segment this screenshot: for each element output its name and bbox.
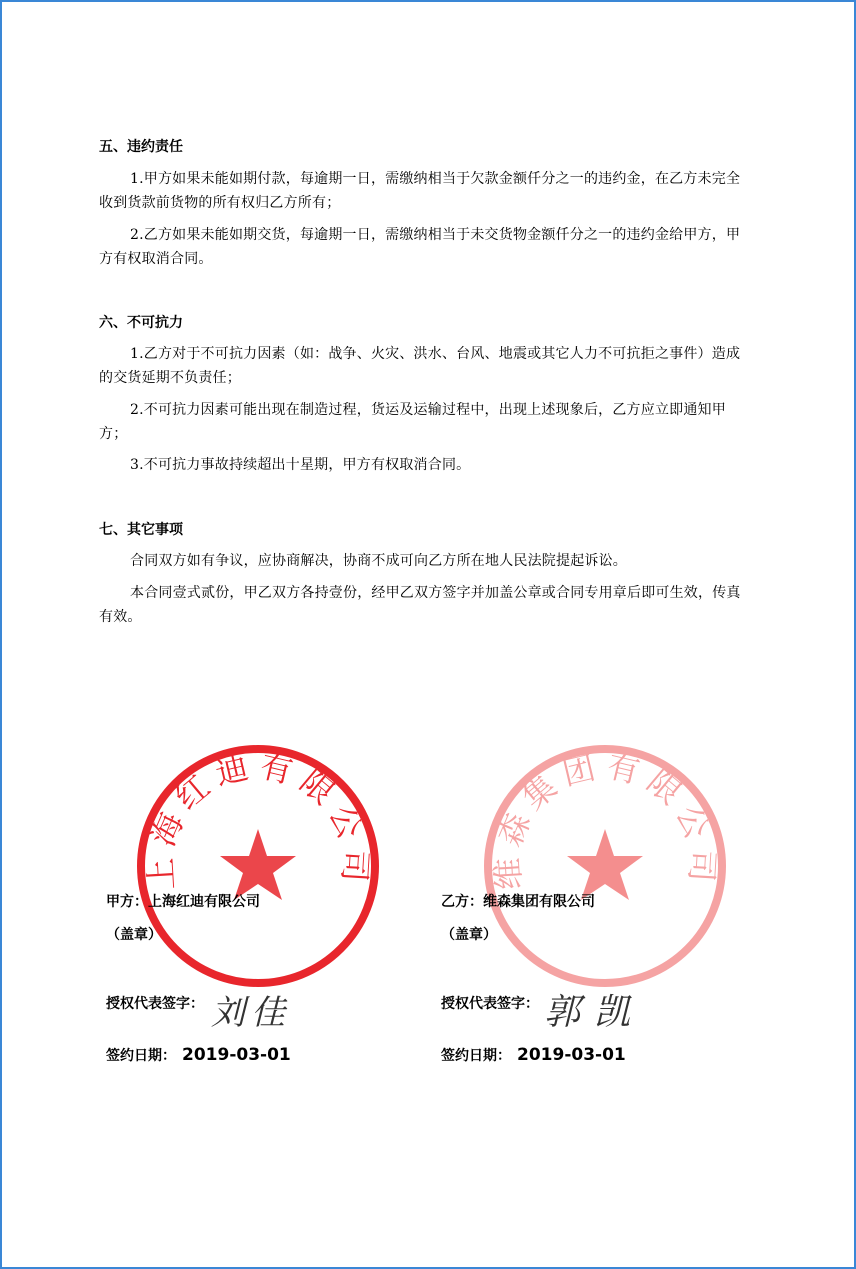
seal-party-a: [135, 743, 381, 989]
party-a-date-label: 签约日期：: [106, 1048, 176, 1064]
seal-party-b: [482, 743, 728, 989]
paragraph-force-majeure-1: 1.乙方对于不可抗力因素（如：战争、火灾、洪水、台风、地震或其它人力不可抗拒之事件）造成的交货延期不负责任；: [99, 346, 741, 386]
party-b-rep-label: 授权代表签字：: [441, 996, 539, 1012]
section-title-force-majeure: 六、不可抗力: [99, 315, 183, 331]
party-a-stamp-note: （盖章）: [106, 927, 162, 943]
paragraph-force-majeure-3: 3.不可抗力事故持续超出十星期，甲方有权取消合同。: [130, 457, 471, 473]
svg-text:郭凯: 郭凯: [544, 992, 645, 1033]
section-title-breach: 五、违约责任: [99, 139, 183, 155]
party-b-stamp-note: （盖章）: [441, 927, 497, 943]
party-a-rep-label: 授权代表签字：: [106, 996, 204, 1012]
party-a-date: 2019-03-01: [182, 1045, 291, 1065]
paragraph-other-1: 合同双方如有争议，应协商解决，协商不成可向乙方所在地人民法院提起诉讼。: [130, 553, 627, 569]
party-b-label: 乙方：维森集团有限公司: [441, 894, 595, 910]
party-b-date: 2019-03-01: [517, 1045, 626, 1065]
svg-text:刘佳: 刘佳: [211, 993, 291, 1033]
section-title-other: 七、其它事项: [99, 522, 183, 538]
party-a-signature: [207, 986, 317, 1040]
seal-b-text: 维森集团有限公司: [488, 746, 722, 891]
party-b-date-label: 签约日期：: [441, 1048, 511, 1064]
paragraph-breach-1: 1.甲方如果未能如期付款，每逾期一日，需缴纳相当于欠款金额仟分之一的违约金，在乙方未完全收到货款前货物的所有权归乙方所有；: [99, 171, 741, 211]
paragraph-other-2: 本合同壹式贰份，甲乙双方各持壹份，经甲乙双方签字并加盖公章或合同专用章后即可生效，传真有效。: [99, 585, 741, 625]
party-a-date-row: [106, 1045, 291, 1065]
seal-a-text: 上海红迪有限公司: [141, 746, 375, 891]
paragraph-force-majeure-2: 2.不可抗力因素可能出现在制造过程，货运及运输过程中，出现上述现象后，乙方应立即通知甲方；: [99, 402, 726, 442]
party-b-signature: [540, 982, 660, 1042]
party-b-date-row: [441, 1045, 626, 1065]
paragraph-breach-2: 2.乙方如果未能如期交货，每逾期一日，需缴纳相当于未交货物金额仟分之一的违约金给甲方，甲方有权取消合同。: [99, 227, 741, 267]
party-a-label: 甲方：上海红迪有限公司: [106, 894, 260, 910]
